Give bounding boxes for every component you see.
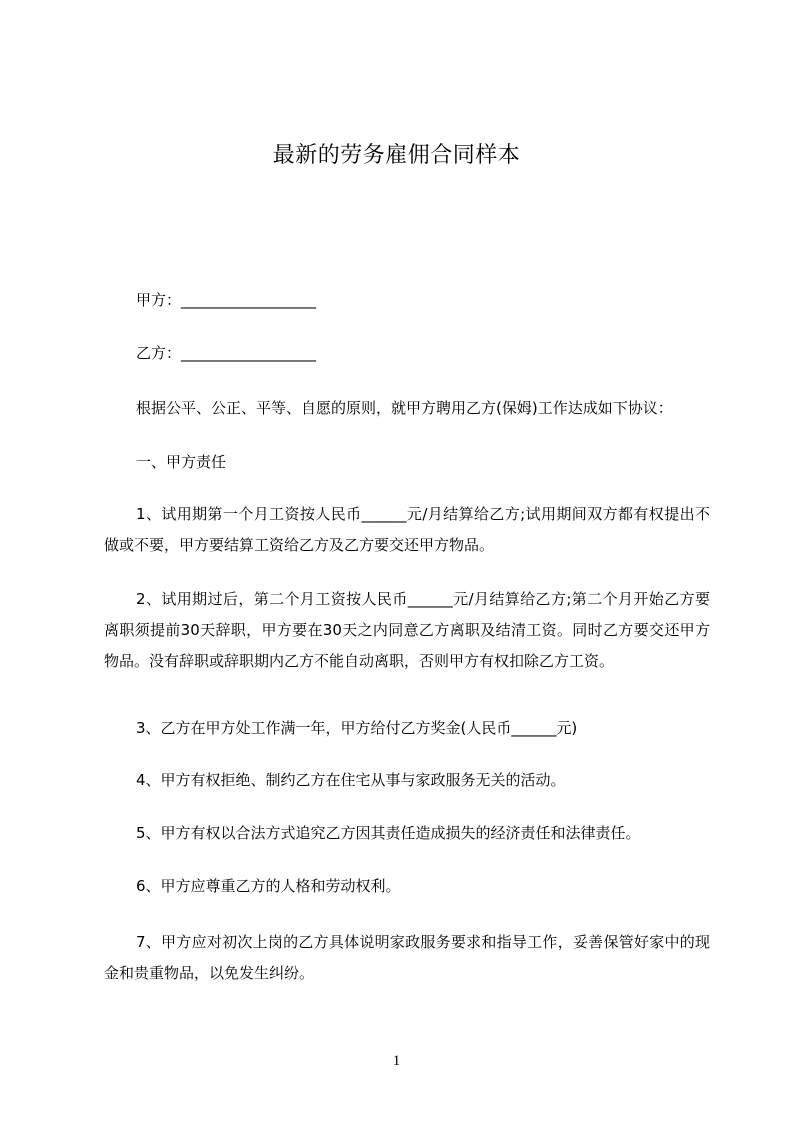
clause-7-text: 7、甲方应对初次上岗的乙方具体说明家政服务要求和指导工作，妥善保管好家中的现金和贵重物品，以免发生纠纷。 — [104, 933, 710, 982]
clause-5: 5、甲方有权以合法方式追究乙方因其责任造成损失的经济责任和法律责任。 — [136, 824, 641, 842]
document-title: 最新的劳务雇佣合同样本 — [272, 143, 521, 168]
clause-6: 6、甲方应尊重乙方的人格和劳动权利。 — [136, 877, 401, 895]
party-a-line: 甲方：__________________ — [136, 291, 317, 309]
clause-1-text: 1、试用期第一个月工资按人民币______元/月结算给乙方;试用期间双方都有权提出不做或不要，甲方要结算工资给乙方及乙方要交还甲方物品。 — [104, 505, 710, 554]
page-number: 1 — [392, 1053, 401, 1069]
party-b-line: 乙方：__________________ — [136, 344, 317, 362]
clause-7 — [104, 927, 710, 989]
section-heading: 一、甲方责任 — [136, 453, 227, 471]
clause-4: 4、甲方有权拒绝、制约乙方在住宅从事与家政服务无关的活动。 — [136, 771, 566, 789]
clause-3: 3、乙方在甲方处工作满一年，甲方给付乙方奖金(人民币______元) — [136, 719, 578, 737]
preamble: 根据公平、公正、平等、自愿的原则，就甲方聘用乙方(保姆)工作达成如下协议： — [136, 399, 673, 417]
clause-2 — [104, 584, 710, 677]
clause-1 — [104, 499, 710, 561]
clause-2-text: 2、试用期过后，第二个月工资按人民币______元/月结算给乙方;第二个月开始乙方要离职须提前30天辞职，甲方要在30天之内同意乙方离职及结清工资。同时乙方要交还甲方物品。没有辞职或辞职期内乙方不能自动离职，否则甲方有权扣除乙方工资。 — [104, 590, 710, 670]
